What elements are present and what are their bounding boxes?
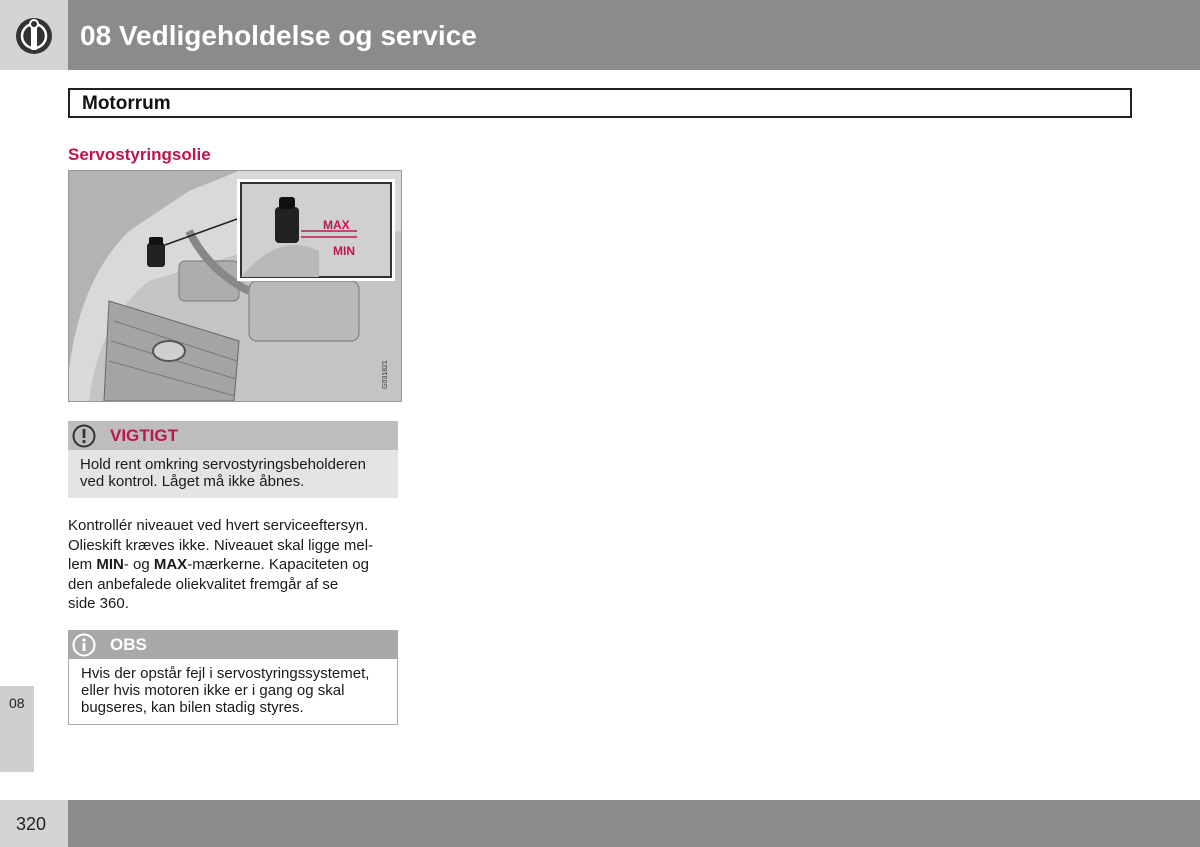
warning-box bbox=[68, 421, 398, 498]
engine-illustration bbox=[68, 170, 402, 402]
warning-header bbox=[68, 421, 398, 450]
warning-title: VIGTIGT bbox=[110, 426, 178, 445]
section-title: Motorrum bbox=[82, 93, 171, 114]
chapter-title: 08 Vedligeholdelse og service bbox=[80, 20, 477, 51]
min-label: MIN bbox=[333, 244, 355, 258]
chapter-side-tab bbox=[0, 686, 34, 772]
body-line-3-c: -mærkerne. Kapaciteten og bbox=[187, 556, 369, 573]
warning-text: Hold rent omkring servostyringsbeholderen ved kontrol. Låget må ikke åbnes. bbox=[68, 450, 398, 498]
note-text: Hvis der opstår fejl i servostyringssystemet, eller hvis motoren ikke er i gang og skal bugseres, kan bilen stadig styres. bbox=[68, 659, 398, 725]
info-icon bbox=[72, 633, 96, 657]
exclamation-icon bbox=[72, 424, 96, 448]
body-line-3-a: lem bbox=[68, 556, 97, 573]
min-bold: MIN bbox=[96, 556, 124, 573]
side-tab-label: 08 bbox=[9, 695, 25, 711]
chapter-icon-box bbox=[0, 0, 68, 70]
max-bold: MAX bbox=[153, 556, 188, 573]
section-heading-box bbox=[68, 88, 1132, 118]
wrench-gear-icon bbox=[14, 16, 54, 56]
page-number-box bbox=[0, 800, 68, 847]
engine-bay-drawing bbox=[69, 171, 401, 401]
max-label: MAX bbox=[323, 218, 350, 232]
note-header bbox=[68, 630, 398, 659]
footer-bar bbox=[68, 800, 1200, 847]
body-line-3-b: - og bbox=[123, 556, 154, 573]
body-line-4: den anbefalede oliekvalitet fremgår af se bbox=[68, 575, 339, 593]
body-line-2: Olieskift kræves ikke. Niveauet skal ligge mel- bbox=[68, 536, 374, 554]
body-line-1: Kontrollér niveauet ved hvert serviceeftersyn. bbox=[68, 517, 369, 534]
body-line-3 bbox=[68, 555, 403, 575]
note-box bbox=[68, 630, 398, 725]
image-code: G031821 bbox=[382, 360, 389, 389]
note-title: OBS bbox=[110, 635, 147, 654]
page-number: 320 bbox=[16, 814, 47, 834]
body-paragraph bbox=[68, 516, 403, 614]
body-line-5: side 360. bbox=[68, 595, 129, 612]
subheading: Servostyringsolie bbox=[68, 145, 211, 164]
chapter-header bbox=[68, 0, 1200, 70]
